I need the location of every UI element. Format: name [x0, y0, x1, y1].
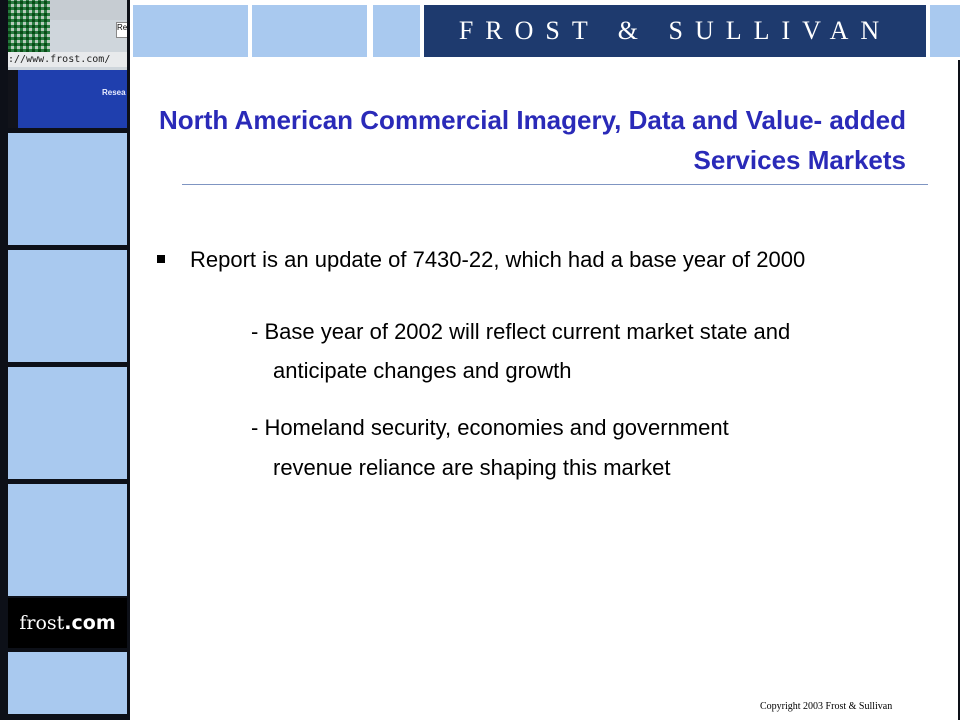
brand-banner: FROST & SULLIVAN	[424, 5, 926, 57]
thumbnail-banner-text: Resea	[102, 88, 126, 97]
sub-point-line: revenue reliance are shaping this market	[273, 455, 671, 480]
thumbnail-url: ://www.frost.com/	[8, 52, 127, 67]
thumbnail-banner	[18, 70, 127, 128]
logo-name: frost	[19, 612, 65, 634]
sidebar-tile	[8, 484, 127, 596]
logo-suffix: .com	[64, 612, 116, 634]
sub-point-line: - Homeland security, economies and government	[251, 415, 729, 440]
website-thumbnail	[8, 0, 127, 128]
header-tile	[133, 5, 248, 57]
header-tile	[252, 5, 367, 57]
title-divider	[182, 184, 928, 185]
sidebar-tile	[8, 652, 127, 714]
header-tile	[930, 5, 960, 57]
bullet-point: Report is an update of 7430-22, which had a base year of 2000	[190, 247, 806, 272]
grid-pattern-icon	[8, 0, 50, 52]
copyright-notice: Copyright 2003 Frost & Sullivan	[760, 701, 893, 712]
sub-point-line: anticipate changes and growth	[273, 358, 572, 383]
thumbnail-tab: Re	[116, 22, 127, 38]
sidebar-tile	[8, 250, 127, 362]
sidebar-tile	[8, 367, 127, 479]
square-bullet-icon	[157, 255, 165, 263]
sidebar-tile	[8, 133, 127, 245]
left-sidebar	[0, 0, 130, 720]
frost-com-logo[interactable]	[8, 598, 127, 648]
header-tile	[374, 5, 420, 57]
sub-point-line: - Base year of 2002 will reflect current market state and	[251, 319, 791, 344]
slide-title: North American Commercial Imagery, Data and Value- added Services Markets	[158, 105, 906, 175]
